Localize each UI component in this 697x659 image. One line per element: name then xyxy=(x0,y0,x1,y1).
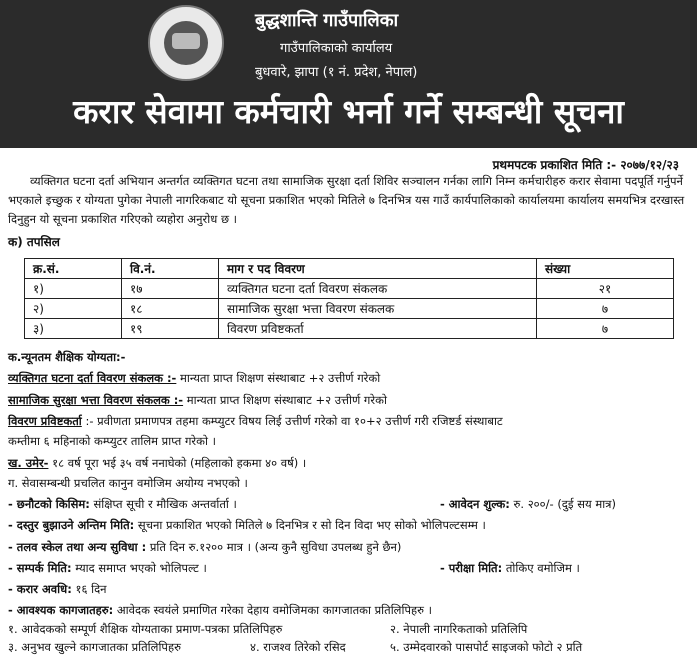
deadline-text: सूचना प्रकाशित भएको मितिले ७ दिनभित्र र सो दिन विदा भए सोको भोलिपल्टसम्म । xyxy=(134,518,486,532)
cell-code: १९ xyxy=(122,319,219,339)
section-heading: क) तपसिल xyxy=(8,235,60,249)
municipality-emblem-icon xyxy=(148,5,224,81)
docs-label: - आवश्यक कागजातहरु: xyxy=(8,603,114,617)
cell-count: ७ xyxy=(537,299,674,319)
salary-text: प्रति दिन रु.१२०० मात्र । (अन्य कुनै सुविधा उपलब्ध हुने छैन) xyxy=(146,540,402,554)
fee-deadline xyxy=(8,518,486,533)
exam-text: तोकिए वमोजिम । xyxy=(502,561,580,575)
cell-code: १७ xyxy=(122,279,219,299)
notice-title: करार सेवामा कर्मचारी भर्ना गर्ने सम्बन्धी सूचना xyxy=(73,92,624,131)
fee-label: - आवेदन शुल्क: xyxy=(440,497,510,511)
contact-label: - सम्पर्क मिति: xyxy=(8,561,72,575)
cell-serial: २) xyxy=(25,299,122,319)
qualification-label: विवरण प्रविष्टकर्ता xyxy=(8,414,82,428)
document-item: २. नेपाली नागरिकताको प्रतिलिपि xyxy=(390,622,528,636)
contract-term xyxy=(8,582,107,597)
contact-date xyxy=(8,561,207,576)
term-label: - करार अवधि: xyxy=(8,582,72,596)
required-documents xyxy=(8,603,432,618)
table-header-row xyxy=(25,259,674,279)
positions-table xyxy=(24,258,674,339)
document-item: १. आवेदकको सम्पूर्ण शैक्षिक योग्यताका प्रमाण-पत्रका प्रतिलिपिहरु xyxy=(8,622,283,636)
fee-text: रु. २००/- (दुई सय मात्र) xyxy=(509,497,617,511)
cell-count: २१ xyxy=(537,279,674,299)
contact-text: म्याद समाप्त भएको भोलिपल्ट । xyxy=(71,561,207,575)
cell-serial: ३) xyxy=(25,319,122,339)
cell-code: १८ xyxy=(122,299,219,319)
qualification-item xyxy=(8,371,380,386)
selection-text: संक्षिप्त सूची र मौखिक अन्तर्वार्ता । xyxy=(89,497,237,511)
term-text: १६ दिन xyxy=(71,582,107,596)
selection-method xyxy=(8,497,237,512)
col-count: संख्या xyxy=(537,259,674,279)
qualification-heading: क.न्यूनतम शैक्षिक योग्यता:- xyxy=(8,350,126,364)
disqualification-note: ग. सेवासम्बन्धी प्रचलित कानुन वमोजिम अयोग्य नभएको । xyxy=(8,476,248,490)
qualification-label: सामाजिक सुरक्षा भत्ता विवरण संकलक :- xyxy=(8,393,184,407)
exam-label: - परीक्षा मिति: xyxy=(440,561,503,575)
org-name: बुद्धशान्ति गाउँपालिका xyxy=(255,10,399,31)
office-name: गाउँपालिकाको कार्यालय xyxy=(280,41,393,56)
publish-date: प्रथमपटक प्रकाशित मिति :- २०७७/१२/२३ xyxy=(492,158,679,172)
document-item: ४. राजश्व तिरेको रसिद xyxy=(250,640,346,654)
qualification-item xyxy=(8,393,387,408)
cell-position: व्यक्तिगत घटना दर्ता विवरण संकलक xyxy=(219,279,537,299)
qualification-label: व्यक्तिगत घटना दर्ता विवरण संकलक :- xyxy=(8,371,177,385)
document-item: ३. अनुभव खुल्ने कागजातका प्रतिलिपिहरु xyxy=(8,640,181,654)
table-row xyxy=(25,299,674,319)
col-code: वि.नं. xyxy=(122,259,219,279)
age-requirement xyxy=(8,456,306,471)
cell-position: विवरण प्रविष्टकर्ता xyxy=(219,319,537,339)
col-serial: क्र.सं. xyxy=(25,259,122,279)
age-label: ख. उमेर- xyxy=(8,456,49,470)
document-item: ५. उम्मेदवारको पासपोर्ट साइजको फोटो २ प्रति xyxy=(390,640,583,654)
salary-label: - तलव स्केल तथा अन्य सुविधा : xyxy=(8,540,147,554)
intro-paragraph: व्यक्तिगत घटना दर्ता अभियान अन्तर्गत व्यक्तिगत घटना तथा सामाजिक सुरक्षा दर्ता शिविर सञ्चालन गर्नका लागि निम्न कर्मचारीहरु करार सेवामा पदपूर्ति गर्नुपर्ने भएकाले इच्छुक र योग्यता पुगेका नेपाली नागरिकबाट यो सूचना प्रकाशित भएको मितिले ७ दिनभित्र यस गाउँ कार्यपालिकाको कार्यालयमा कार्यालय समयभित्र दरखास्त दिनुहुन यो सूचना प्रकाशित गरिएको व्यहोरा अनुरोध छ । xyxy=(8,174,685,226)
qualification-text: :- प्रवीणता प्रमाणपत्र तहमा कम्प्युटर विषय लिई उत्तीर्ण गरेको वा १०+२ उत्तीर्ण गरी रजिष्टर्ड संस्थाबाट xyxy=(81,414,503,428)
cell-position: सामाजिक सुरक्षा भत्ता विवरण संकलक xyxy=(219,299,537,319)
table-row xyxy=(25,279,674,299)
qualification-item xyxy=(8,414,503,429)
qualification-text: मान्यता प्राप्त शिक्षण संस्थाबाट +२ उत्तीर्ण गरेको xyxy=(183,393,387,407)
cell-serial: १) xyxy=(25,279,122,299)
salary-info xyxy=(8,540,401,555)
application-fee xyxy=(440,497,616,512)
qualification-continuation: कम्तीमा ६ महिनाको कम्प्युटर तालिम प्राप्त गरेको । xyxy=(8,434,216,448)
selection-label: - छनौटको किसिम: xyxy=(8,497,90,511)
qualification-text: मान्यता प्राप्त शिक्षण संस्थाबाट +२ उत्तीर्ण गरेको xyxy=(176,371,381,385)
address: बुधवारे, झापा (१ नं. प्रदेश, नेपाल) xyxy=(255,65,418,80)
docs-text: आवेदक स्वयंले प्रमाणित गरेका देहाय वमोजिमका कागजातका प्रतिलिपिहरु । xyxy=(113,603,432,617)
exam-date xyxy=(440,561,580,576)
col-position: माग र पद विवरण xyxy=(219,259,537,279)
cell-count: ७ xyxy=(537,319,674,339)
table-row xyxy=(25,319,674,339)
age-text: १८ वर्ष पूरा भई ३५ वर्ष ननाघेको (महिलाको हकमा ४० वर्ष) । xyxy=(48,456,307,470)
deadline-label: - दस्तुर बुझाउने अन्तिम मिति: xyxy=(8,518,135,532)
header-banner xyxy=(0,0,697,148)
